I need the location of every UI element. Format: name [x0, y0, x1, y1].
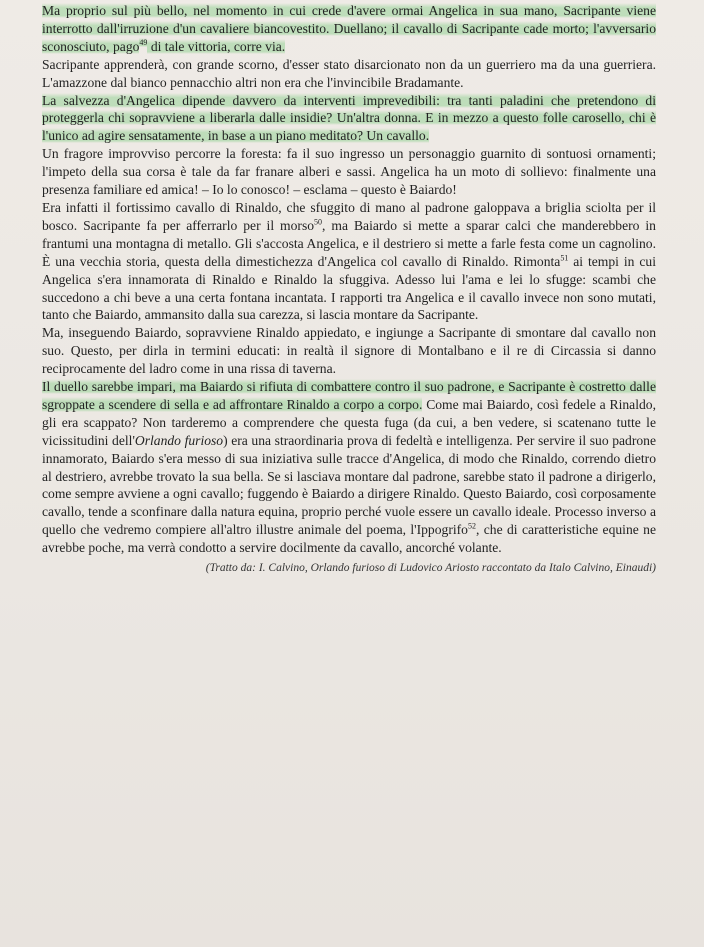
footnote-marker: 52 [467, 521, 476, 531]
book-title: Orlando furioso [134, 432, 224, 448]
footnote-marker: 49 [139, 38, 148, 48]
paragraph [42, 378, 656, 557]
text-segment: Ma proprio sul più bello, nel momento in cui crede d'avere ormai Angelica in sua mano, Sacripante viene interrotto dall'irruzione d'un cavaliere biancovestito. Duellano; il cavallo di Sacripante cade morto; l'avversario sconosciuto, pago [42, 3, 656, 54]
text-segment: di tale vittoria, corre via. [147, 38, 286, 54]
footnote-marker: 51 [560, 253, 569, 263]
paragraph [42, 2, 656, 56]
text-body [42, 2, 656, 576]
paragraph [42, 56, 656, 92]
text-segment: Ma, inseguendo Baiardo, sopravviene Rinaldo appiedato, e ingiunge a Sacripante di smontare dal cavallo non suo. Questo, per dirla in termini educati: in realtà il signore di Montalbano e il re di Circassia si danno reciprocamente del ladro come in una rissa di taverna. [42, 325, 656, 377]
paragraph [42, 324, 656, 378]
text-segment: ) era una straordinaria prova di fedeltà e intelligenza. Per servire il suo padrone innamorato, Baiardo s'era messo di sua iniziativa sulle tracce d'Angelica, di modo che Rinaldo, correndo dietro al destriero, avrebbe trovato la sua bella. Se si lasciava montare dal padrone, sarebbe stato il padrone a dirigerlo, come sempre avviene a ogni cavallo; fuggendo è Baiardo a dirigere Rinaldo. Questo Baiardo, così corposamente cavallo, tende a sconfinare dalla natura equina, proprio perché vuole essere un cavallo ideale. Processo inverso a quello che vedremo compiere all'altro illustre animale del poema, l'Ippogrifo [42, 432, 656, 538]
text-segment: Come mai Baiardo, così fedele a Rinaldo, gli era scappato? Non tarderemo a comprendere che questa fuga (da cui, a ben vedere, si scatenano tutte le vicissitudini dell' [42, 396, 656, 448]
footnote-marker: 50 [314, 217, 323, 227]
text-segment: La salvezza d'Angelica dipende davvero da interventi imprevedibili: tra tanti paladini che pretendono di proteggerla chi sopravviene a liberarla dalle insidie? Un'altra donna. E in mezzo a questo folle carosello, chi è l'unico ad agire sensatamente, in base a un piano meditato? Un cavallo. [42, 92, 656, 144]
source-citation: (Tratto da: I. Calvino, Orlando furioso di Ludovico Ariosto raccontato da Italo Calvino, Einaudi) [205, 562, 656, 575]
text-segment: , che di caratteristiche equine ne avrebbe poche, ma verrà condotto a servire docilmente da cavallo, ancorché volante. [42, 522, 656, 556]
text-segment: Un fragore improvviso percorre la foresta: fa il suo ingresso un personaggio guarnito di sontuosi ornamenti; l'impeto della sua corsa è tale da far franare alberi e sassi. Angelica ha un moto di sollievo: finalmente una presenza familiare ed amica! – Io lo conosco! – esclama – questo è Baiardo! [42, 146, 656, 198]
paragraph [42, 199, 656, 324]
paragraph [42, 92, 656, 146]
text-segment: Sacripante apprenderà, con grande scorno, d'esser stato disarcionato non da un guerriero ma da una guerriera. L'amazzone dal bianco pennacchio altri non era che l'invincibile Bradamante. [42, 56, 656, 90]
text-segment: , ma Baiardo si mette a sparar calci che manderebbero in frantumi una montagna di metallo. Gli s'accosta Angelica, e il destriero si mette a farle festa come un cagnolino. È una vecchia storia, questa della dimestichezza d'Angelica col cavallo di Rinaldo. Rimonta [42, 217, 656, 269]
text-segment: Il duello sarebbe impari, ma Baiardo si rifiuta di combattere contro il suo padrone, e Sacripante è costretto dalle sgroppate a scendere di sella e ad affrontare Rinaldo a corpo a corpo. [42, 379, 656, 412]
text-segment: ai tempi in cui Angelica s'era innamorata di Rinaldo e Rinaldo la sfuggiva. Adesso lui l'ama e lei lo sfugge: scambi che succedono a chi beve a una certa fontana incantata. I rapporti tra Angelica e il cavallo invece non sono mutati, tanto che Baiardo, ammansito dalla sua carezza, si lascia montare da Sacripante. [42, 253, 656, 323]
paragraph [42, 145, 656, 199]
text-segment: Era infatti il fortissimo cavallo di Rinaldo, che sfuggito di mano al padrone galoppava a briglia sciolta per il bosco. Sacripante fa per afferrarlo per il morso [42, 199, 656, 233]
